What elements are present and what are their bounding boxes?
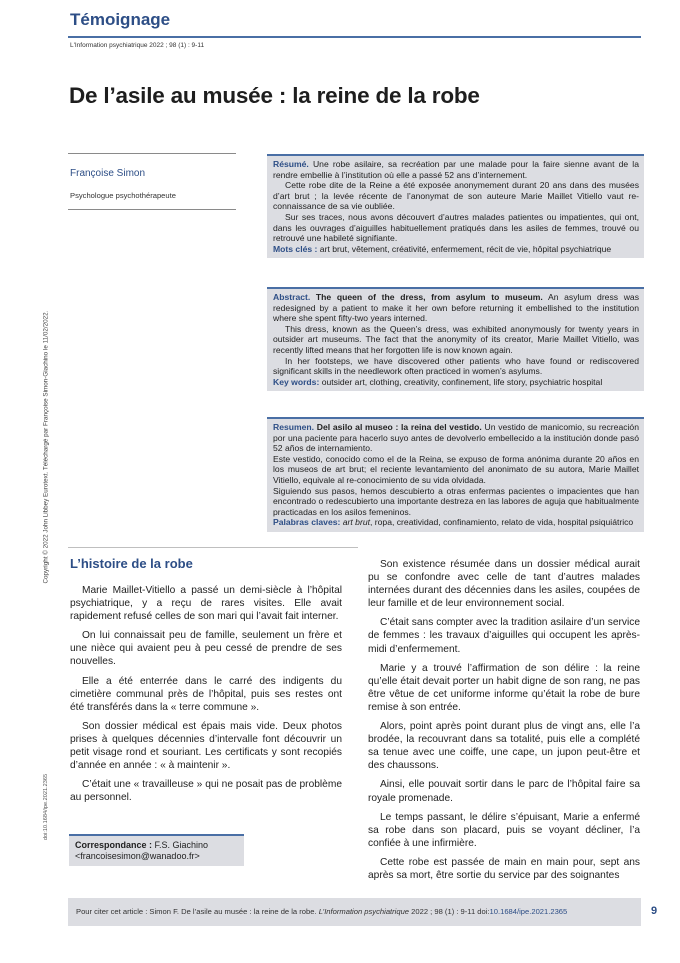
abstract-text-1: An asylum dress was redesigned by a patient to make it her own before returning it embellished to the institution where she spent fifty-two years interned. (273, 292, 640, 324)
body-left-column (70, 584, 342, 810)
header-rule (68, 36, 641, 38)
abstract-title: The queen of the dress, from asylum to museum. (310, 292, 543, 302)
resumen-paragraph-1 (273, 422, 639, 454)
body-paragraph: On lui connaissait peu de famille, seulement un frère et une nièce qui avaient peu à peu cessé de prendre de ses nouvelles. (70, 630, 342, 668)
correspondance-label: Correspondance : (75, 840, 153, 850)
body-right-column (368, 558, 640, 888)
resumen-box-rule (267, 417, 644, 419)
abstract-paragraph-2: This dress, known as the Queen’s dress, was exhibited anonymously for twenty years in outsider art museums. The fact that the anonymity of its creator, Marie Maillet Vitiello, was recently lifted means that her forgotten life is now known again. (273, 323, 639, 355)
copyright-notice: Copyright © 2022 John Libbey Eurotext. Téléchargé par Françoise Simon-Giachino le 11/02/2022. (42, 310, 50, 584)
correspondance-email[interactable]: <francoisesimon@wanadoo.fr> (75, 851, 200, 861)
resume-keywords (273, 244, 639, 255)
body-paragraph: C’était une « travailleuse » qui ne posait pas de problème au personnel. (70, 779, 342, 804)
resumen-label: Resumen. (273, 422, 315, 432)
citation-rest: 2022 ; 98 (1) : 9-11 doi: (409, 907, 490, 916)
abstract-label: Abstract. (273, 292, 311, 302)
resumen-keywords-label: Palabras claves: (273, 517, 341, 528)
resumen-text-1: Un vestido de manicomio, su recreación por una paciente para hacerlo suyo antes de devolverlo embellecido a la institución donde pasó 52 años de internamiento. (273, 422, 639, 454)
resumen-paragraph-2: Este vestido, conocido como el de la Reina, se expuso de forma anónima durante 20 años en los museos de art brut; el reciente levantamiento del anonimato de su autora, Marie Maillet Vitiello, equivale al re-conocimiento de su vida olvidada. (273, 453, 639, 485)
resume-box (267, 154, 644, 258)
body-paragraph: Elle a été enterrée dans le carré des indigents du cimetière communal près de l’hôpital, puis ses restes ont été transférés dans la « terre commune ». (70, 675, 342, 713)
section-rubric: Témoignage (70, 10, 171, 29)
correspondance-line (75, 840, 238, 851)
abstract-box (267, 287, 644, 391)
body-paragraph: Marie y a trouvé l’affirmation de son délire : la reine qu’elle était devait porter un habit digne de son rang, ne pas être vêtue de cet uniforme informe qu’était la robe de bure remise à son entrée. (368, 662, 640, 713)
abstract-keywords-text: outsider art, clothing, creativity, confinement, life story, psychiatric hospital (319, 376, 603, 387)
resume-text-1: Une robe asilaire, sa recréation par une malade pour la faire sienne avant de la rendre embellie à l’institution où elle a passé 52 ans d’internement. (273, 159, 639, 180)
body-paragraph: Ainsi, elle pouvait sortir dans le parc de l’hôpital faire sa royale promenade. (368, 779, 640, 804)
body-paragraph: Alors, point après point durant plus de vingt ans, elle l’a brodée, la recouvrant dans sa totalité, puis elle a complété sa tenue avec une coiffe, une cape, un jupon peut-être et des chaussons. (368, 721, 640, 772)
author-name: Françoise Simon (70, 168, 146, 179)
resume-keywords-text: art brut, vêtement, créativité, enfermement, récit de vie, hôpital psychiatrique (317, 243, 612, 254)
resume-keywords-label: Mots clés : (273, 243, 318, 254)
correspondance-name: F.S. Giachino (152, 840, 209, 850)
correspondance-box (69, 836, 244, 866)
author-rule-bottom (68, 209, 236, 210)
side-doi: doi:10.1684/ipe.2021.2365 (43, 773, 49, 841)
resume-box-rule (267, 154, 644, 156)
body-paragraph: Marie Maillet-Vitiello a passé un demi-siècle à l’hôpital psychiatrique, y a reçu de rares visites. Elle avait rapidement refusé celles de son mari qui l’avait fait interner. (70, 585, 342, 623)
body-paragraph: Le temps passant, le délire s’épuisant, Marie a enfermé sa robe dans son placard, puis se voyant décliner, l’a confiée à une infirmière. (368, 811, 640, 849)
body-paragraph: Son existence résumée dans un dossier médical aurait pu se confondre avec celle de tant d’autres malades internées durant des décennies dans les asiles, coupées de leur famille et de leur environnement social. (368, 559, 640, 610)
abstract-box-rule (267, 287, 644, 289)
resumen-keywords-text: , ropa, creatividad, confinamiento, relato de vida, hospital psiquiátrico (370, 517, 634, 528)
resumen-keywords-italic: art brut (340, 517, 370, 528)
resumen-box (267, 417, 644, 532)
body-paragraph: Cette robe est passée de main en main pour, sept ans après sa mort, être sortie du service par des soignantes (368, 856, 640, 881)
resume-paragraph-2: Cette robe dite de la Reine a été exposée anonymement durant 20 ans dans des musées d’art brut ; la levée récente de l’anonymat de son auteure Marie Maillet Vitiello vaut re-connaissance de sa vie oubliée. (273, 180, 639, 212)
citation-text (76, 907, 567, 916)
journal-reference: L'Information psychiatrique 2022 ; 98 (1) : 9-11 (70, 42, 205, 49)
article-title: De l’asile au musée : la reine de la robe (69, 83, 480, 108)
abstract-keywords-label: Key words: (273, 376, 320, 387)
author-affiliation: Psychologue psychothérapeute (70, 191, 176, 200)
resume-paragraph-3: Sur ses traces, nous avons découvert d’autres malades patientes ou impatientes, qui ont, dans les ouvrages d’aiguilles habituellement pratiqués dans les asiles de femmes, trouvé ou retrouvé une habileté signifiante. (273, 211, 639, 244)
page-number: 9 (651, 905, 658, 917)
citation-doi-link[interactable]: 10.1684/ipe.2021.2365 (489, 907, 568, 916)
resumen-keywords (273, 517, 639, 528)
body-paragraph: C’était sans compter avec la tradition asilaire d’un service de femmes : les travaux d’aiguilles qui occupent les après-midi d’enfermement. (368, 617, 640, 655)
section-rule (68, 547, 358, 548)
section-heading: L’histoire de la robe (70, 556, 193, 571)
abstract-paragraph-1 (273, 292, 639, 324)
citation-journal: L’Information psychiatrique (318, 907, 410, 916)
citation-prefix: Pour citer cet article : Simon F. De l’asile au musée : la reine de la robe. (76, 907, 319, 916)
resumen-title: Del asilo al museo : la reina del vestido. (314, 422, 482, 432)
abstract-keywords (273, 377, 639, 388)
resume-paragraph-1 (273, 159, 639, 180)
resume-label: Résumé. (273, 159, 309, 169)
author-rule-top (68, 153, 236, 154)
abstract-paragraph-3: In her footsteps, we have discovered other patients who have found or rediscovered significant skills in the needlework often practiced in women’s asylums. (273, 355, 639, 377)
body-paragraph: Son dossier médical est épais mais vide. Deux photos prises à quelques décennies d’intervalle font découvrir un petit visage rond et souriant. Les certificats y sont recopiés d’année en année : « à maintenir ». (70, 720, 342, 772)
resumen-paragraph-3: Siguiendo sus pasos, hemos descubierto a otras enfermas pacientes o impacientes que han encontrado o redescubierto una importante destreza en las labores de aguja que habitualmente practicadas en los asilos femeninos. (273, 485, 639, 517)
